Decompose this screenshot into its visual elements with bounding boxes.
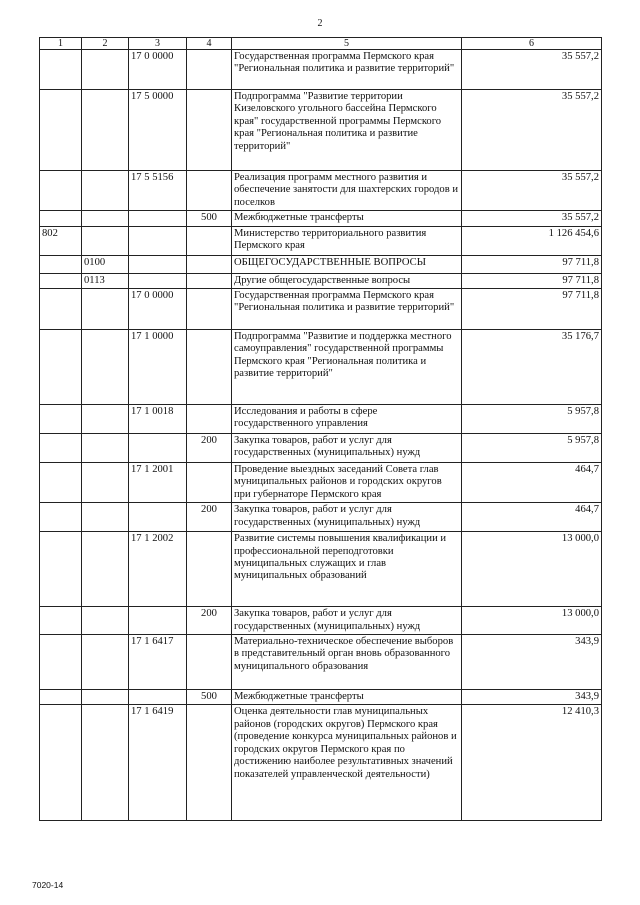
- cell-col-1: [40, 635, 82, 690]
- column-header: 3: [129, 38, 187, 50]
- cell-col-5: Закупка товаров, работ и услуг для государственных (муниципальных) нужд: [232, 503, 462, 532]
- cell-col-6: 5 957,8: [462, 405, 602, 434]
- cell-col-2: [82, 289, 129, 330]
- cell-col-4: 200: [187, 503, 232, 532]
- cell-col-5: Проведение выездных заседаний Совета глав муниципальных районов и городских округов при губернаторе Пермского края: [232, 463, 462, 503]
- cell-col-3: 17 5 0000: [129, 90, 187, 171]
- cell-col-5: Государственная программа Пермского края "Региональная политика и развитие территорий": [232, 50, 462, 90]
- cell-col-3: 17 1 2002: [129, 532, 187, 607]
- cell-col-4: [187, 705, 232, 821]
- cell-col-3: [129, 607, 187, 635]
- cell-col-6: 35 557,2: [462, 50, 602, 90]
- cell-col-5: Исследования и работы в сфере государственного управления: [232, 405, 462, 434]
- table-row: [40, 635, 602, 690]
- cell-col-6: 35 557,2: [462, 211, 602, 226]
- cell-col-3: 17 1 2001: [129, 463, 187, 503]
- cell-col-4: [187, 50, 232, 90]
- cell-col-2: [82, 330, 129, 405]
- page-number: 2: [317, 18, 323, 29]
- cell-col-6: 97 711,8: [462, 255, 602, 273]
- table-row: [40, 90, 602, 171]
- table-row: [40, 463, 602, 503]
- table-row: [40, 50, 602, 90]
- table-row: [40, 405, 602, 434]
- cell-col-2: [82, 171, 129, 211]
- cell-col-1: [40, 171, 82, 211]
- cell-col-6: 97 711,8: [462, 273, 602, 288]
- cell-col-5: Другие общегосударственные вопросы: [232, 273, 462, 288]
- cell-col-5: Подпрограмма "Развитие территории Кизеловского угольного бассейна Пермского края" государственной программы Пермского края "Региональная политика и развитие территорий": [232, 90, 462, 171]
- cell-col-2: 0100: [82, 255, 129, 273]
- cell-col-2: [82, 50, 129, 90]
- cell-col-5: Развитие системы повышения квалификации и профессиональной переподготовки муниципальных служащих и глав муниципальных образований: [232, 532, 462, 607]
- cell-col-2: [82, 434, 129, 463]
- cell-col-6: 35 557,2: [462, 171, 602, 211]
- cell-col-4: [187, 635, 232, 690]
- cell-col-3: [129, 503, 187, 532]
- cell-col-3: [129, 226, 187, 255]
- table-row: [40, 532, 602, 607]
- cell-col-1: [40, 532, 82, 607]
- cell-col-3: 17 1 6417: [129, 635, 187, 690]
- column-header: 4: [187, 38, 232, 50]
- cell-col-3: 17 5 5156: [129, 171, 187, 211]
- table-row: [40, 690, 602, 705]
- cell-col-2: [82, 532, 129, 607]
- cell-col-5: Оценка деятельности глав муниципальных районов (городских округов) Пермского края (проведение конкурса муниципальных районов и городских округов Пермского края по достижению наиболее результативных значений показателей управленческой деятельности): [232, 705, 462, 821]
- table-row: [40, 705, 602, 821]
- cell-col-2: [82, 607, 129, 635]
- cell-col-6: 13 000,0: [462, 532, 602, 607]
- cell-col-2: 0113: [82, 273, 129, 288]
- table-row: [40, 503, 602, 532]
- cell-col-5: Материально-техническое обеспечение выборов в представительный орган вновь образованного муниципального образования: [232, 635, 462, 690]
- cell-col-3: 17 0 0000: [129, 50, 187, 90]
- cell-col-6: 35 176,7: [462, 330, 602, 405]
- cell-col-2: [82, 690, 129, 705]
- column-header: 5: [232, 38, 462, 50]
- cell-col-2: [82, 226, 129, 255]
- table-row: [40, 607, 602, 635]
- table-row: [40, 211, 602, 226]
- cell-col-5: Межбюджетные трансферты: [232, 211, 462, 226]
- cell-col-2: [82, 211, 129, 226]
- cell-col-3: [129, 255, 187, 273]
- cell-col-1: [40, 607, 82, 635]
- cell-col-1: [40, 463, 82, 503]
- table-row: [40, 171, 602, 211]
- cell-col-6: 464,7: [462, 503, 602, 532]
- cell-col-2: [82, 463, 129, 503]
- document-code: 7020-14: [32, 880, 64, 890]
- cell-col-4: [187, 171, 232, 211]
- cell-col-5: ОБЩЕГОСУДАРСТВЕННЫЕ ВОПРОСЫ: [232, 255, 462, 273]
- cell-col-3: 17 1 6419: [129, 705, 187, 821]
- cell-col-1: [40, 273, 82, 288]
- cell-col-6: 464,7: [462, 463, 602, 503]
- cell-col-4: 500: [187, 211, 232, 226]
- cell-col-1: [40, 690, 82, 705]
- cell-col-4: [187, 532, 232, 607]
- cell-col-4: [187, 226, 232, 255]
- cell-col-2: [82, 405, 129, 434]
- column-header: 1: [40, 38, 82, 50]
- cell-col-1: [40, 434, 82, 463]
- cell-col-4: [187, 463, 232, 503]
- column-header: 2: [82, 38, 129, 50]
- cell-col-2: [82, 503, 129, 532]
- cell-col-5: Подпрограмма "Развитие и поддержка местного самоуправления" государственной программы Пермского края "Региональная политика и развитие территорий": [232, 330, 462, 405]
- budget-table: [39, 37, 602, 821]
- cell-col-2: [82, 90, 129, 171]
- column-header: 6: [462, 38, 602, 50]
- cell-col-1: [40, 211, 82, 226]
- cell-col-3: [129, 273, 187, 288]
- cell-col-3: [129, 211, 187, 226]
- cell-col-1: [40, 705, 82, 821]
- cell-col-2: [82, 705, 129, 821]
- cell-col-5: Закупка товаров, работ и услуг для государственных (муниципальных) нужд: [232, 434, 462, 463]
- cell-col-6: 97 711,8: [462, 289, 602, 330]
- cell-col-1: [40, 503, 82, 532]
- cell-col-6: 1 126 454,6: [462, 226, 602, 255]
- table-row: [40, 434, 602, 463]
- cell-col-5: Реализация программ местного развития и обеспечение занятости для шахтерских городов и поселков: [232, 171, 462, 211]
- cell-col-5: Государственная программа Пермского края "Региональная политика и развитие территорий": [232, 289, 462, 330]
- cell-col-1: [40, 289, 82, 330]
- cell-col-1: [40, 405, 82, 434]
- cell-col-4: [187, 330, 232, 405]
- cell-col-4: [187, 90, 232, 171]
- table-row: [40, 289, 602, 330]
- cell-col-1: [40, 255, 82, 273]
- cell-col-5: Межбюджетные трансферты: [232, 690, 462, 705]
- header-row: [40, 38, 602, 50]
- cell-col-6: 12 410,3: [462, 705, 602, 821]
- table-row: [40, 330, 602, 405]
- cell-col-5: Закупка товаров, работ и услуг для государственных (муниципальных) нужд: [232, 607, 462, 635]
- cell-col-4: 200: [187, 607, 232, 635]
- table-row: [40, 255, 602, 273]
- cell-col-3: 17 0 0000: [129, 289, 187, 330]
- cell-col-3: 17 1 0018: [129, 405, 187, 434]
- cell-col-4: 500: [187, 690, 232, 705]
- cell-col-1: 802: [40, 226, 82, 255]
- cell-col-4: [187, 405, 232, 434]
- cell-col-2: [82, 635, 129, 690]
- cell-col-6: 13 000,0: [462, 607, 602, 635]
- cell-col-3: [129, 434, 187, 463]
- cell-col-1: [40, 90, 82, 171]
- table-row: [40, 273, 602, 288]
- cell-col-1: [40, 50, 82, 90]
- cell-col-6: 343,9: [462, 690, 602, 705]
- cell-col-6: 343,9: [462, 635, 602, 690]
- cell-col-1: [40, 330, 82, 405]
- cell-col-4: 200: [187, 434, 232, 463]
- cell-col-3: [129, 690, 187, 705]
- cell-col-4: [187, 255, 232, 273]
- table-row: [40, 226, 602, 255]
- cell-col-4: [187, 273, 232, 288]
- cell-col-6: 5 957,8: [462, 434, 602, 463]
- cell-col-6: 35 557,2: [462, 90, 602, 171]
- cell-col-4: [187, 289, 232, 330]
- cell-col-5: Министерство территориального развития Пермского края: [232, 226, 462, 255]
- cell-col-3: 17 1 0000: [129, 330, 187, 405]
